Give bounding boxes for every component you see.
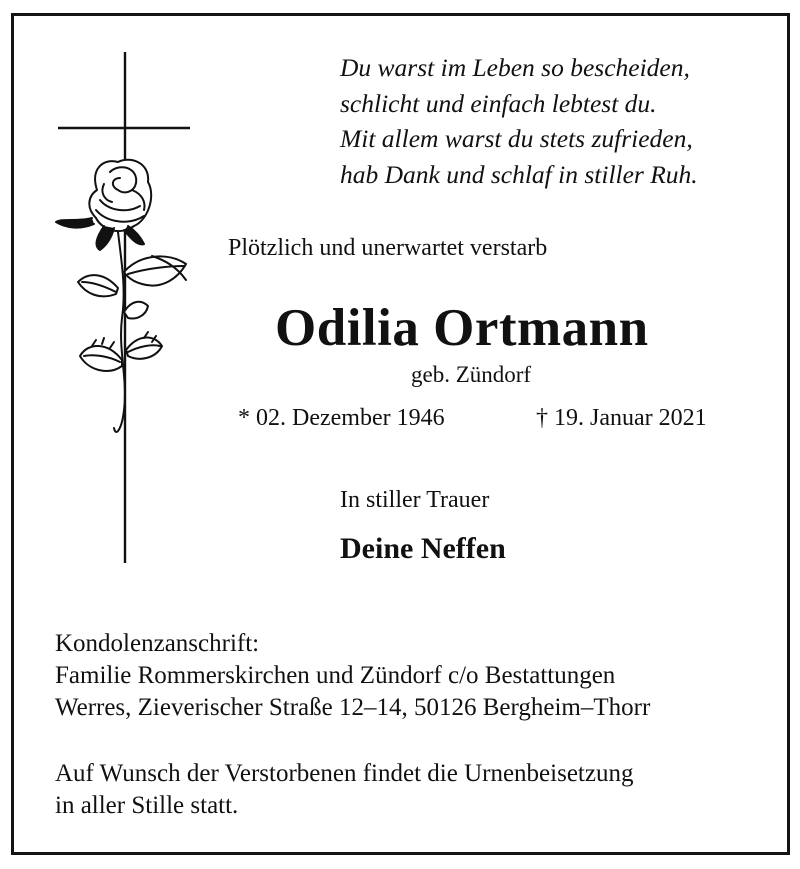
condolence-line: Kondolenzanschrift: bbox=[55, 630, 260, 657]
memorial-poem bbox=[340, 50, 698, 192]
death-announcement-intro: Plötzlich und unerwartet verstarb bbox=[228, 235, 548, 261]
deceased-name: Odilia Ortmann bbox=[275, 299, 649, 357]
poem-line: Du warst im Leben so bescheiden, bbox=[340, 53, 690, 82]
cross-rose-icon bbox=[52, 50, 197, 565]
condolence-address bbox=[55, 628, 650, 724]
birth-date: * 02. Dezember 1946 bbox=[238, 405, 445, 431]
burial-notice bbox=[55, 758, 633, 822]
mourning-line: In stiller Trauer bbox=[340, 487, 490, 513]
poem-line: hab Dank und schlaf in stiller Ruh. bbox=[340, 159, 698, 189]
notice-line: Auf Wunsch der Verstorbenen findet die Urnenbeisetzung bbox=[55, 760, 634, 787]
poem-line: schlicht und einfach lebtest du. bbox=[340, 88, 657, 118]
rose-icon bbox=[56, 160, 186, 432]
maiden-name: geb. Zündorf bbox=[411, 362, 532, 387]
condolence-line: Familie Rommerskirchen und Zündorf c/o Bestattungen bbox=[55, 662, 616, 689]
death-date: † 19. Januar 2021 bbox=[536, 405, 707, 431]
notice-line: in aller Stille statt. bbox=[55, 792, 239, 819]
condolence-line: Werres, Zieverischer Straße 12–14, 50126 Bergheim–Thorr bbox=[55, 694, 651, 721]
poem-line: Mit allem warst du stets zufrieden, bbox=[340, 124, 693, 153]
signed-by: Deine Neffen bbox=[340, 532, 506, 565]
